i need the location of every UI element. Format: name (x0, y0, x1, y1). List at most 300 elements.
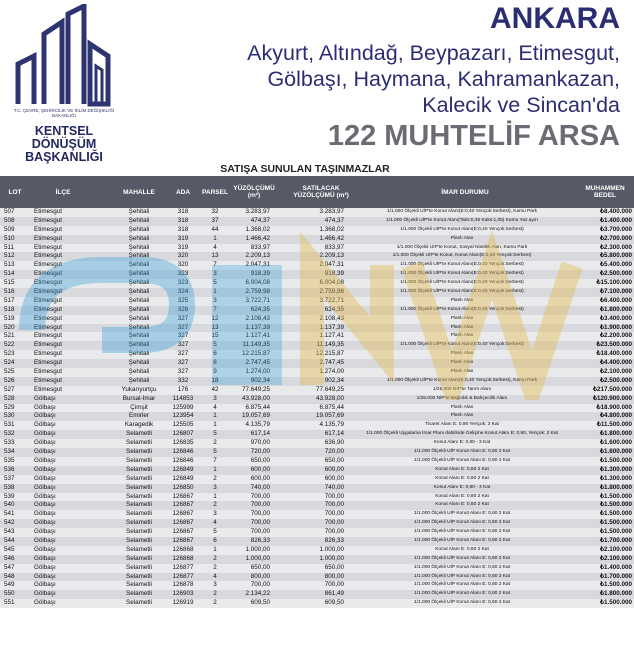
cell-imar: Planlı Alan (450, 297, 474, 303)
cell-ilce: Etimesgut (34, 359, 62, 367)
cell-bedel: ₺2.100.000 (599, 554, 632, 562)
cell-ada: 327 (177, 368, 189, 376)
cell-satilacak: 700,00 (324, 510, 344, 518)
cell-imar: Planlı Alan (450, 315, 474, 321)
cell-ilce: Etimesgut (34, 270, 62, 278)
cell-imar: 1/1.000 Ölçekli UİP'te Konut, Sosyal Nitelikli Alan, Kamu Park (396, 244, 528, 250)
cell-mahalle: Selametli (126, 501, 152, 509)
districts-list (150, 40, 620, 118)
cell-ilce: Gölbaşı (34, 599, 56, 607)
cell-parsel: 37 (211, 216, 219, 224)
cell-mahalle: Selametli (126, 483, 152, 491)
cell-satilacak: 600,00 (324, 465, 344, 473)
cell-imar: 1/1.000 Ölçekli UİP'te Konut Alanı(Taks:0,35 Kaks:1,05) Kamu Yaz.ayın (386, 217, 538, 223)
cell-imar: 1/1.000 Ölçekli UİP'te Konut Alanı(E:0,40 Yençok:Serbest) (400, 226, 524, 232)
cell-ilce: Gölbaşı (34, 412, 56, 420)
districts-line3: Kalecik ve Sincan'da (422, 93, 620, 117)
table-row (0, 235, 634, 244)
cell-ilce: Etimesgut (34, 376, 62, 384)
cell-yuzolcum: 970,00 (250, 439, 270, 447)
building-logo-icon (4, 4, 122, 110)
parcel-table-body (0, 208, 634, 608)
cell-ada: 125505 (172, 421, 194, 429)
cell-parsel: 44 (211, 225, 219, 233)
cell-parsel: 2 (213, 501, 217, 509)
cell-lot: 541 (4, 510, 15, 518)
cell-mahalle: Şehitali (128, 208, 150, 215)
cell-yuzolcum: 3.722,71 (245, 296, 270, 304)
cell-lot: 540 (4, 501, 15, 509)
cell-parsel: 3 (213, 483, 217, 491)
cell-lot: 527 (4, 385, 15, 393)
cell-ada: 126807 (172, 430, 194, 438)
cell-bedel: ₺2.700.000 (599, 234, 632, 242)
cell-ilce: Gölbaşı (34, 536, 56, 544)
cell-yuzolcum: 700,00 (250, 492, 270, 500)
cell-yuzolcum: 600,00 (250, 465, 270, 473)
cell-ada: 318 (177, 216, 189, 224)
cell-parsel: 2 (213, 563, 217, 571)
table-row (0, 430, 634, 439)
cell-ilce: Etimesgut (34, 341, 62, 349)
cell-yuzolcum: 1.127,41 (245, 332, 270, 340)
cell-imar: 1/1.000 Ölçekli UİP'te Konut Alanı(E:0,40 Yençok:Serbest) (400, 342, 524, 348)
cell-lot: 526 (4, 376, 15, 384)
cell-parsel: 5 (213, 528, 217, 536)
cell-lot: 548 (4, 572, 15, 580)
section-title-band (0, 163, 634, 176)
cell-lot: 521 (4, 332, 15, 340)
cell-imar: Konut Alanı E: 0,90 - 3 Kat (433, 484, 491, 490)
cell-bedel: ₺2.100.000 (599, 368, 632, 376)
cell-parsel: 18 (211, 376, 219, 384)
cell-parsel: 32 (211, 208, 219, 215)
cell-yuzolcum: 2.047,31 (245, 261, 270, 269)
cell-ada: 126903 (172, 590, 194, 598)
cell-lot: 523 (4, 350, 15, 358)
cell-parsel: 7 (213, 261, 217, 269)
cell-yuzolcum: 609,50 (250, 599, 270, 607)
cell-bedel: ₺2.200.000 (599, 332, 632, 340)
cell-lot: 542 (4, 519, 15, 527)
cell-satilacak: 700,00 (324, 492, 344, 500)
table-row (0, 350, 634, 359)
cell-ada: 126846 (172, 456, 194, 464)
cell-ilce: Etimesgut (34, 332, 62, 340)
cell-satilacak: 740,00 (324, 483, 344, 491)
cell-ada: 327 (177, 350, 189, 358)
parcel-count-title: 122 MUHTELİF ARSA (327, 120, 620, 152)
cell-mahalle: Selametli (126, 554, 152, 562)
cell-ada: 319 (177, 243, 189, 251)
cell-bedel: ₺3.400.000 (599, 314, 632, 322)
cell-satilacak: 609,50 (324, 599, 344, 607)
cell-yuzolcum: 2.209,13 (245, 252, 270, 260)
cell-satilacak: 720,00 (324, 448, 344, 456)
cell-ilce: Gölbaşı (34, 394, 56, 402)
cell-parsel: 3 (213, 581, 217, 589)
cell-imar: Konut Alanı E: 0,60 2 Kat (435, 493, 489, 499)
table-row (0, 368, 634, 377)
cell-parsel: 3 (213, 270, 217, 278)
section-title: SATIŞA SUNULAN TAŞINMAZLAR (220, 163, 390, 175)
logo-title-line1: KENTSEL DÖNÜŞÜM (31, 124, 97, 151)
cell-ilce: Etimesgut (34, 323, 62, 331)
cell-lot: 533 (4, 439, 15, 447)
cell-lot: 529 (4, 403, 15, 411)
cell-parsel: 4 (213, 519, 217, 527)
cell-ilce: Gölbaşı (34, 545, 56, 553)
cell-bedel: ₺1.900.000 (599, 323, 632, 331)
cell-bedel: ₺1.400.000 (599, 216, 632, 224)
table-row (0, 466, 634, 475)
cell-bedel: ₺2.300.000 (599, 243, 632, 251)
cell-mahalle: Şehitali (128, 368, 150, 376)
cell-imar: Planlı Alan (450, 351, 474, 357)
cell-yuzolcum: 833,97 (250, 243, 270, 251)
cell-parsel: 9 (213, 368, 217, 376)
cell-mahalle: Selametli (126, 510, 152, 518)
cell-yuzolcum: 3.283,97 (245, 208, 270, 215)
cell-lot: 512 (4, 252, 15, 260)
cell-parsel: 4 (213, 403, 217, 411)
cell-satilacak: 617,14 (324, 430, 344, 438)
cell-yuzolcum: 4.135,79 (245, 421, 270, 429)
cell-ada: 126867 (172, 528, 194, 536)
cell-lot: 522 (4, 341, 15, 349)
cell-bedel: ₺1.500.000 (599, 510, 632, 518)
cell-ada: 126867 (172, 492, 194, 500)
cell-lot: 536 (4, 465, 15, 473)
cell-yuzolcum: 2.747,45 (245, 359, 270, 367)
cell-yuzolcum: 11.149,35 (242, 341, 270, 349)
cell-imar: 1/1.000 Ölçekli UİP'te Konut Alanı(E:0,40 Yençok:Serbest) (400, 306, 524, 312)
cell-mahalle: Şehitali (128, 359, 150, 367)
table-row (0, 421, 634, 430)
cell-imar: 1/1.000 Ölçekli Uygulama İmar Planı dahilinde Gelişme Konut Alanı E: 0,60, Yençok: 2 Kat (366, 431, 558, 437)
cell-mahalle: Şehitali (128, 376, 150, 384)
table-row (0, 404, 634, 413)
cell-bedel: ₺1.500.000 (599, 519, 632, 527)
col-yuzolcum: YÜZÖLÇÜMÜ (m²) (233, 185, 275, 199)
table-row (0, 395, 634, 404)
cell-ada: 126849 (172, 474, 194, 482)
cell-parsel: 1 (213, 288, 217, 296)
cell-ilce: Gölbaşı (34, 590, 56, 598)
cell-satilacak: 600,00 (324, 474, 344, 482)
col-ada: ADA (175, 188, 191, 196)
cell-lot: 546 (4, 554, 15, 562)
cell-satilacak: 11.149,35 (316, 341, 344, 349)
cell-satilacak: 700,00 (324, 519, 344, 527)
cell-yuzolcum: 700,00 (250, 581, 270, 589)
table-row (0, 332, 634, 341)
cell-lot: 516 (4, 288, 15, 296)
cell-parsel: 1 (213, 545, 217, 553)
cell-lot: 543 (4, 528, 15, 536)
cell-bedel: ₺1.800.000 (599, 305, 632, 313)
cell-lot: 518 (4, 305, 15, 313)
col-lot: LOT (8, 188, 22, 196)
cell-imar: Konut Alanı E: 0,60 2 Kat (435, 475, 489, 481)
cell-yuzolcum: 2.759,98 (245, 288, 270, 296)
cell-ada: 327 (177, 341, 189, 349)
table-row (0, 439, 634, 448)
cell-bedel: ₺6.400.000 (599, 296, 632, 304)
cell-bedel: ₺1.300.000 (599, 474, 632, 482)
cell-bedel: ₺8.400.000 (599, 208, 632, 215)
table-row (0, 244, 634, 253)
cell-mahalle: Şehitali (128, 288, 150, 296)
cell-ilce: Etimesgut (34, 305, 62, 313)
cell-satilacak: 624,35 (324, 305, 344, 313)
cell-yuzolcum: 700,00 (250, 510, 270, 518)
cell-parsel: 3 (213, 510, 217, 518)
cell-lot: 532 (4, 430, 15, 438)
cell-bedel: ₺1.800.000 (599, 430, 632, 438)
cell-imar: 1/1.000 Ölçekli UİP Konut Alanı E: 0,60 2 Kat (414, 564, 510, 570)
cell-bedel: ₺11.500.000 (596, 421, 632, 429)
table-row (0, 226, 634, 235)
cell-ilce: Etimesgut (34, 385, 62, 393)
cell-mahalle: Selametli (126, 448, 152, 456)
cell-ada: 176 (177, 385, 189, 393)
table-row (0, 288, 634, 297)
cell-bedel: ₺1.700.000 (599, 572, 632, 580)
cell-ada: 327 (177, 332, 189, 340)
cell-lot: 525 (4, 368, 15, 376)
cell-parsel: 15 (211, 332, 219, 340)
cell-yuzolcum: 700,00 (250, 501, 270, 509)
cell-parsel: 8 (213, 359, 217, 367)
cell-mahalle: Şehitali (128, 296, 150, 304)
cell-lot: 519 (4, 314, 15, 322)
cell-yuzolcum: 1.274,00 (245, 368, 270, 376)
cell-lot: 535 (4, 456, 15, 464)
cell-mahalle: Selametli (126, 581, 152, 589)
cell-imar: Planlı Alan (450, 360, 474, 366)
cell-parsel: 1 (213, 421, 217, 429)
cell-mahalle: Selametli (126, 439, 152, 447)
cell-ilce: Etimesgut (34, 350, 62, 358)
cell-ilce: Gölbaşı (34, 483, 56, 491)
cell-mahalle: Selametli (126, 590, 152, 598)
cell-imar: Planlı Alan (450, 404, 474, 410)
cell-mahalle: Yukarıyurtçu (121, 385, 157, 393)
cell-ilce: Etimesgut (34, 208, 62, 215)
cell-bedel: ₺1.500.000 (599, 581, 632, 589)
cell-ada: 126919 (172, 599, 194, 607)
cell-mahalle: Selametli (126, 456, 152, 464)
cell-satilacak: 2.747,45 (319, 359, 344, 367)
ministry-name: T.C. ÇEVRE, ŞEHİRCİLİK VE İKLİM DEĞİŞİKLİĞİ BAKANLIĞI (13, 108, 115, 118)
cell-yuzolcum: 617,14 (250, 430, 270, 438)
cell-parsel: 3 (213, 394, 217, 402)
table-row (0, 377, 634, 386)
cell-lot: 520 (4, 323, 15, 331)
table-row (0, 386, 634, 395)
cell-yuzolcum: 1.000,00 (245, 545, 270, 553)
cell-satilacak: 700,00 (324, 501, 344, 509)
cell-mahalle: Şehitali (128, 323, 150, 331)
col-mahalle: MAHALLE (123, 188, 155, 196)
table-row (0, 448, 634, 457)
cell-ilce: Etimesgut (34, 225, 62, 233)
cell-ada: 126868 (172, 545, 194, 553)
cell-bedel: ₺2.100.000 (599, 545, 632, 553)
cell-imar: 1/1.000 Ölçekli UİP Konut Alanı E: 0,60 2 Kat (414, 591, 510, 597)
cell-ada: 318 (177, 225, 189, 233)
cell-ilce: Etimesgut (34, 252, 62, 260)
cell-imar: 1/1.000 Ölçekli UİP Konut Alanı E: 0,60 2 Kat (414, 520, 510, 526)
cell-parsel: 2 (213, 599, 217, 607)
cell-yuzolcum: 1.368,02 (245, 225, 270, 233)
cell-satilacak: 2.759,98 (319, 288, 344, 296)
cell-mahalle: Şehitali (128, 252, 150, 260)
table-header (0, 176, 634, 208)
cell-ilce: Gölbaşı (34, 456, 56, 464)
cell-bedel: ₺2.500.000 (599, 376, 632, 384)
cell-mahalle: Şehitali (128, 261, 150, 269)
cell-ilce: Gölbaşı (34, 501, 56, 509)
cell-lot: 514 (4, 270, 15, 278)
cell-parsel: 5 (213, 279, 217, 287)
cell-imar: 1/1.000 Ölçekli UİP Konut Alanı E: 0,60 2 Kat (414, 555, 510, 561)
cell-lot: 524 (4, 359, 15, 367)
cell-lot: 534 (4, 448, 15, 456)
cell-ada: 126846 (172, 448, 194, 456)
cell-ilce: Gölbaşı (34, 581, 56, 589)
cell-satilacak: 3.283,97 (319, 208, 344, 215)
cell-mahalle: Şehitali (128, 314, 150, 322)
cell-bedel: ₺2.500.000 (599, 270, 632, 278)
cell-ada: 327 (177, 314, 189, 322)
cell-yuzolcum: 800,00 (250, 572, 270, 580)
cell-imar: 1/1.000 Ölçekli UİP'te Konut Alanı(E:0,40 Yençok:Serbest) (400, 289, 524, 295)
cell-lot: 528 (4, 394, 15, 402)
cell-mahalle: Selametli (126, 545, 152, 553)
cell-satilacak: 1.137,39 (319, 323, 344, 331)
cell-yuzolcum: 77.649,25 (241, 385, 270, 393)
cell-ada: 123954 (172, 412, 194, 420)
cell-satilacak: 1.274,00 (319, 368, 344, 376)
cell-mahalle: Selametli (126, 599, 152, 607)
cell-ilce: Etimesgut (34, 279, 62, 287)
cell-parsel: 3 (213, 296, 217, 304)
cell-ada: 318 (177, 208, 189, 215)
cell-imar: 1/1.000 Ölçekli UİP'te Konut Alanı(E:0,40 Yençok:Serbest) (400, 262, 524, 268)
cell-yuzolcum: 43.928,00 (241, 394, 270, 402)
cell-imar: 1/1.000 Ölçekli UİP Konut Alanı E: 0,60 2 Kat (414, 449, 510, 455)
cell-lot: 510 (4, 234, 15, 242)
cell-yuzolcum: 650,00 (250, 456, 270, 464)
cell-bedel: ₺1.500.000 (599, 599, 632, 607)
table-row (0, 555, 634, 564)
cell-bedel: ₺1.300.000 (599, 465, 632, 473)
cell-parsel: 2 (213, 590, 217, 598)
cell-ada: 114853 (172, 394, 194, 402)
cell-mahalle: Bursal-İmar (122, 394, 156, 402)
cell-bedel: ₺1.400.000 (599, 563, 632, 571)
cell-satilacak: 1.466,42 (319, 234, 344, 242)
cell-ada: 125999 (172, 403, 194, 411)
cell-parsel: 5 (213, 448, 217, 456)
cell-mahalle: Şehitali (128, 216, 150, 224)
cell-yuzolcum: 2.108,43 (245, 314, 270, 322)
cell-mahalle: Çimşit (130, 403, 148, 411)
cell-bedel: ₺1.500.000 (599, 456, 632, 464)
cell-satilacak: 861,49 (324, 590, 344, 598)
cell-parsel: 7 (213, 456, 217, 464)
cell-satilacak: 700,00 (324, 528, 344, 536)
cell-ada: 327 (177, 359, 189, 367)
cell-bedel: ₺1.500.000 (599, 528, 632, 536)
col-imar: İMAR DURUMU (441, 188, 489, 196)
cell-ilce: Gölbaşı (34, 465, 56, 473)
cell-ilce: Gölbaşı (34, 572, 56, 580)
cell-bedel: ₺5.800.000 (599, 252, 632, 260)
cell-parsel: 4 (213, 572, 217, 580)
cell-satilacak: 77.649,25 (315, 385, 344, 393)
cell-satilacak: 474,37 (324, 216, 344, 224)
cell-ada: 126867 (172, 536, 194, 544)
cell-satilacak: 19.057,69 (315, 412, 344, 420)
cell-imar: Planlı Alan (450, 369, 474, 375)
cell-imar: 1/1.000 Ölçekli UİP Konut Alanı E: 0,60 2 Kat (414, 600, 510, 606)
cell-ilce: Gölbaşı (34, 563, 56, 571)
cell-lot: 507 (4, 208, 15, 215)
table-row (0, 457, 634, 466)
cell-yuzolcum: 1.137,39 (245, 323, 270, 331)
cell-satilacak: 1.368,02 (319, 225, 344, 233)
cell-mahalle: Şehitali (128, 270, 150, 278)
cell-parsel: 5 (213, 341, 217, 349)
cell-ilce: Etimesgut (34, 243, 62, 251)
cell-bedel: ₺3.700.000 (599, 225, 632, 233)
cell-satilacak: 1.127,41 (319, 332, 344, 340)
cell-ilce: Gölbaşı (34, 510, 56, 518)
cell-ilce: Gölbaşı (34, 519, 56, 527)
cell-yuzolcum: 700,00 (250, 519, 270, 527)
cell-imar: 1/1.000 Ölçekli UİP'te Konut Alanı(E:0,40 Yençok:Serbest), Kamu Park (387, 209, 537, 214)
cell-bedel: ₺4.800.000 (599, 412, 632, 420)
cell-ilce: Gölbaşı (34, 421, 56, 429)
cell-ilce: Etimesgut (34, 296, 62, 304)
cell-lot: 544 (4, 536, 15, 544)
cell-imar: Planlı Alan (450, 235, 474, 241)
cell-parsel: 6 (213, 350, 217, 358)
table-row (0, 501, 634, 510)
cell-ada: 324 (177, 288, 189, 296)
cell-satilacak: 2.108,43 (319, 314, 344, 322)
cell-satilacak: 800,00 (324, 572, 344, 580)
cell-bedel: ₺1.600.000 (599, 448, 632, 456)
table-row (0, 315, 634, 324)
cell-ilce: Etimesgut (34, 368, 62, 376)
cell-satilacak: 700,00 (324, 581, 344, 589)
cell-satilacak: 918,39 (324, 270, 344, 278)
table-row (0, 341, 634, 350)
cell-lot: 539 (4, 492, 15, 500)
cell-lot: 538 (4, 483, 15, 491)
cell-ilce: Gölbaşı (34, 492, 56, 500)
table-row (0, 537, 634, 546)
cell-yuzolcum: 474,37 (250, 216, 270, 224)
table-row (0, 208, 634, 217)
cell-lot: 545 (4, 545, 15, 553)
cell-yuzolcum: 902,34 (250, 376, 270, 384)
table-row (0, 306, 634, 315)
